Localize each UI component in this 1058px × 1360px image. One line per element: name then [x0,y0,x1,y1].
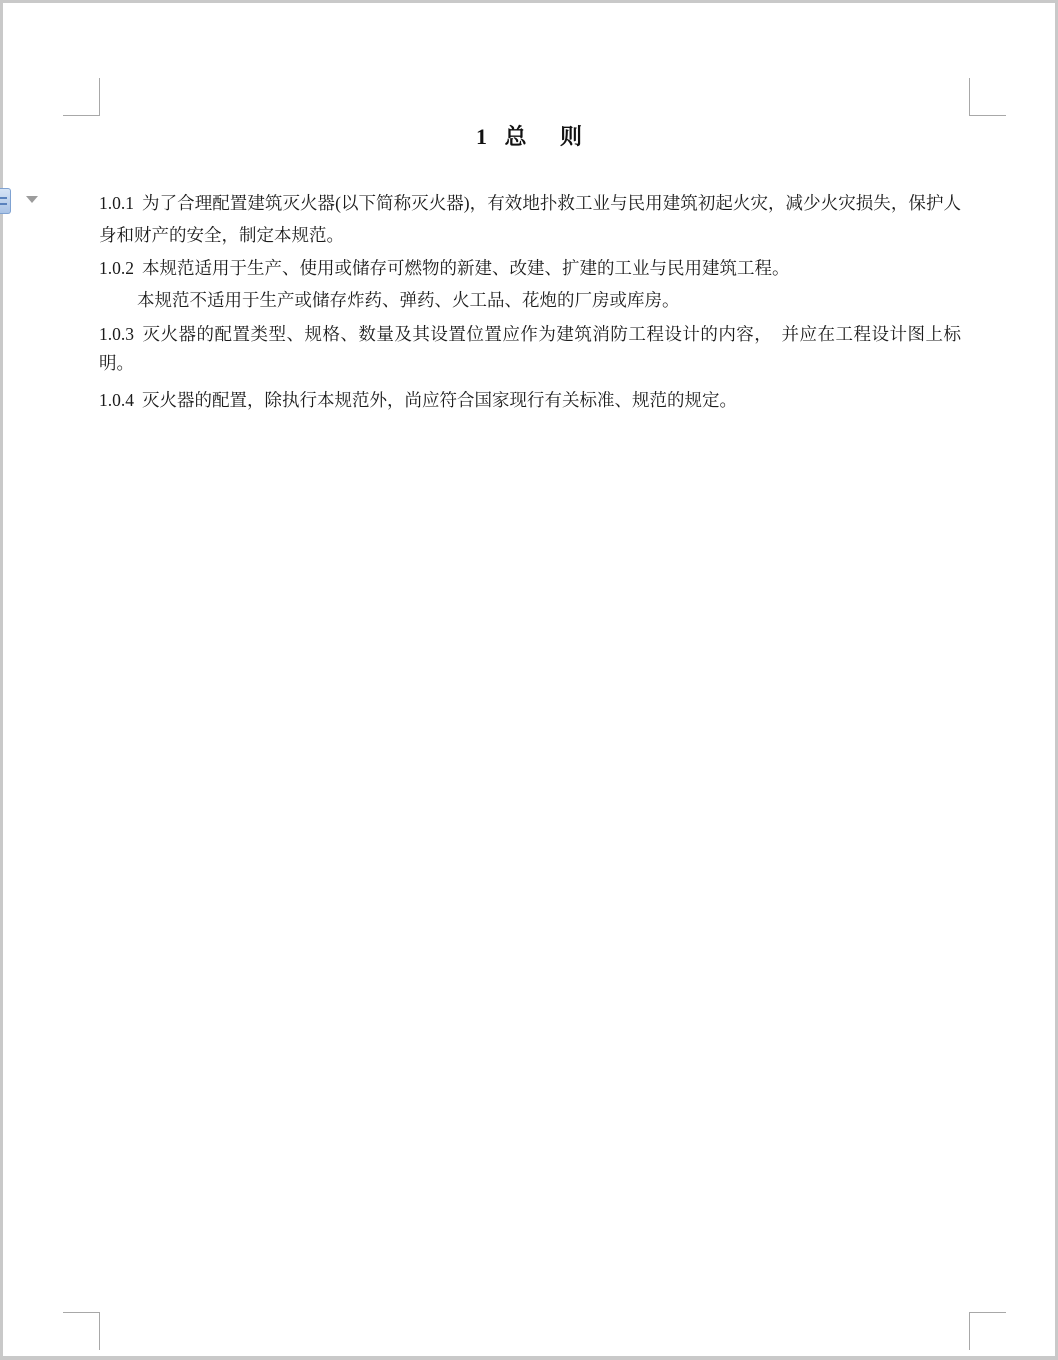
clause-number: 1.0.1 [99,193,134,213]
clause-text: 灭火器的配置类型、规格、数量及其设置位置应作为建筑消防工程设计的内容， 并应在工程设计图上标明。 [99,324,961,373]
clause-text: 本规范不适用于生产或储存炸药、弹药、火工品、花炮的厂房或库房。 [137,290,680,310]
clause-number: 1.0.4 [99,390,134,410]
crop-mark-top-left [63,78,100,116]
clause-1-0-2[interactable] [99,252,961,284]
clause-text: 为了合理配置建筑灭火器(以下简称灭火器)，有效地扑救工业与民用建筑初起火灾，减少火灾损失，保护人身和财产的安全，制定本规范。 [99,193,961,245]
chapter-title-part-1: 总 [504,124,527,149]
paragraph-marker-icon[interactable] [0,186,12,216]
crop-mark-bottom-right [969,1312,1006,1350]
clause-1-0-3[interactable] [99,320,961,378]
paragraph-marker-glyph [0,188,11,214]
clause-1-0-1[interactable] [99,187,961,251]
clause-1-0-2-continuation[interactable] [137,284,961,316]
chapter-heading [3,120,1055,151]
caret-down-icon[interactable] [26,196,38,203]
clause-text: 灭火器的配置，除执行本规范外，尚应符合国家现行有关标准、规范的规定。 [142,390,737,410]
crop-mark-bottom-left [63,1312,100,1350]
document-page [3,3,1055,1356]
chapter-title-part-2: 则 [560,124,583,149]
clause-number: 1.0.2 [99,258,134,278]
crop-mark-top-right [969,78,1006,116]
clause-number: 1.0.3 [99,324,134,344]
clause-1-0-4[interactable] [99,384,961,416]
chapter-number: 1 [475,124,487,149]
clause-text: 本规范适用于生产、使用或储存可燃物的新建、改建、扩建的工业与民用建筑工程。 [142,258,790,278]
